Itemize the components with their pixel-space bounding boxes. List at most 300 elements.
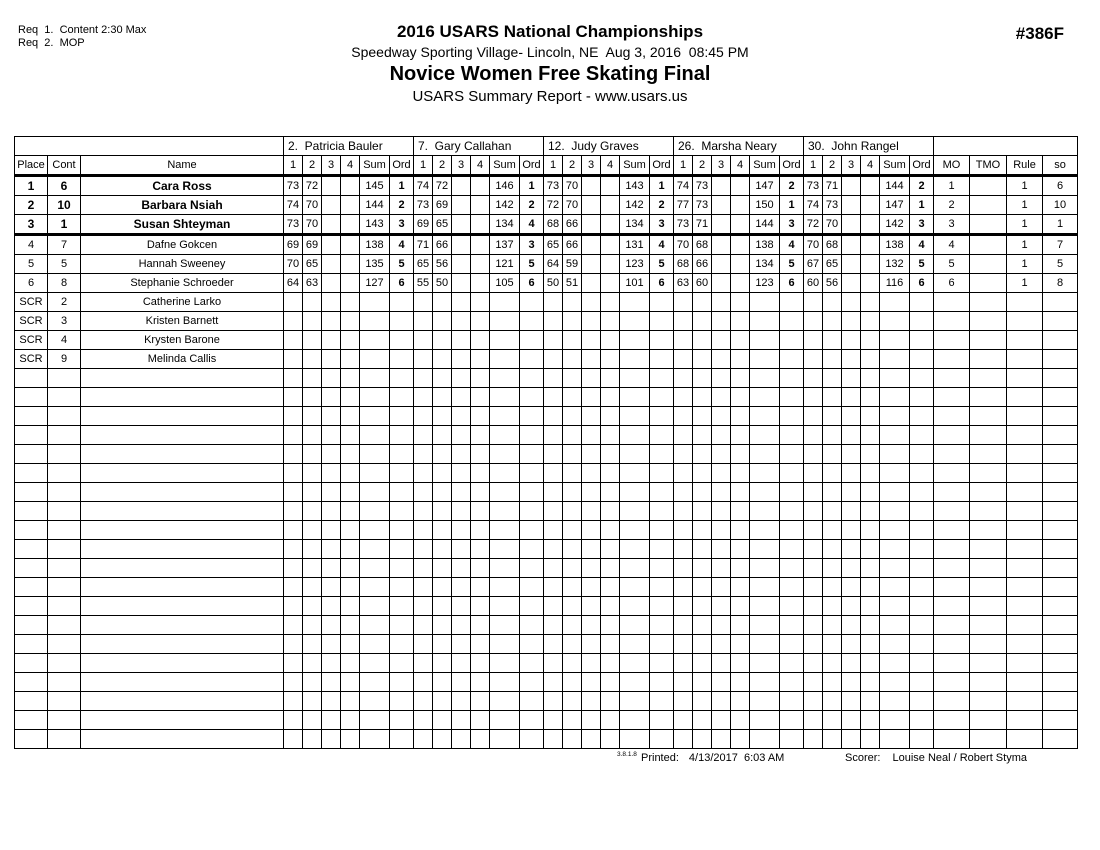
judge1-score-cell bbox=[303, 540, 322, 559]
judge1-score-cell bbox=[341, 369, 360, 388]
judge1-sub-1-header: 1 bbox=[284, 156, 303, 176]
so-cell bbox=[1043, 521, 1078, 540]
judge2-score-cell bbox=[452, 578, 471, 597]
judge4-score-cell bbox=[674, 388, 693, 407]
judge2-score-cell bbox=[433, 692, 452, 711]
so-cell bbox=[1043, 502, 1078, 521]
judge3-score-cell bbox=[601, 597, 620, 616]
judge4-score-cell: 68 bbox=[693, 235, 712, 255]
judge3-score-cell bbox=[544, 312, 563, 331]
judge2-score-cell bbox=[471, 196, 490, 215]
tmo-cell bbox=[970, 616, 1007, 635]
judge4-score-cell bbox=[674, 559, 693, 578]
judge4-sum-cell bbox=[750, 616, 780, 635]
rule-cell: 1 bbox=[1007, 255, 1043, 274]
judge5-ord-cell bbox=[910, 293, 934, 312]
judge1-score-cell bbox=[303, 711, 322, 730]
judge2-score-cell: 65 bbox=[433, 215, 452, 235]
judge5-score-cell bbox=[842, 502, 861, 521]
judge3-sum-cell bbox=[620, 654, 650, 673]
judge5-score-cell bbox=[842, 176, 861, 196]
judge5-score-cell bbox=[861, 369, 880, 388]
judge1-score-cell bbox=[303, 331, 322, 350]
judge2-score-cell bbox=[471, 293, 490, 312]
summary-table bbox=[14, 136, 1078, 749]
judge3-score-cell bbox=[563, 350, 582, 369]
judge2-score-cell bbox=[414, 730, 433, 749]
table-row bbox=[15, 350, 1078, 369]
judge1-ord-cell bbox=[390, 388, 414, 407]
judge2-score-cell bbox=[471, 215, 490, 235]
judge1-score-cell bbox=[303, 559, 322, 578]
judge5-sum-cell bbox=[880, 521, 910, 540]
judge3-score-cell bbox=[582, 521, 601, 540]
judge3-score-cell bbox=[601, 502, 620, 521]
judge5-score-cell bbox=[804, 502, 823, 521]
judge5-score-cell bbox=[823, 331, 842, 350]
name-cell: Cara Ross bbox=[81, 176, 284, 196]
judge4-score-cell bbox=[712, 255, 731, 274]
corner-blank-right bbox=[934, 137, 1078, 156]
judge4-ord-cell: 1 bbox=[780, 196, 804, 215]
rule-cell bbox=[1007, 312, 1043, 331]
judge2-score-cell bbox=[452, 407, 471, 426]
so-cell bbox=[1043, 711, 1078, 730]
judge1-score-cell bbox=[341, 445, 360, 464]
judge2-score-cell bbox=[414, 673, 433, 692]
judge2-score-cell bbox=[452, 597, 471, 616]
judge4-sum-cell bbox=[750, 559, 780, 578]
judge5-score-cell bbox=[861, 692, 880, 711]
judge3-score-cell bbox=[582, 196, 601, 215]
judge4-score-cell bbox=[712, 711, 731, 730]
mo-cell bbox=[934, 521, 970, 540]
judge4-score-cell bbox=[693, 426, 712, 445]
judge1-score-cell bbox=[284, 350, 303, 369]
judge1-sum-cell bbox=[360, 293, 390, 312]
judge4-score-cell bbox=[712, 293, 731, 312]
judge3-sum-cell bbox=[620, 578, 650, 597]
judge4-score-cell bbox=[712, 692, 731, 711]
judge1-sum-cell bbox=[360, 369, 390, 388]
judge5-score-cell bbox=[804, 312, 823, 331]
judge4-score-cell: 66 bbox=[693, 255, 712, 274]
cont-cell bbox=[48, 635, 81, 654]
judge3-sub-1-header: 1 bbox=[544, 156, 563, 176]
judge4-score-cell: 68 bbox=[674, 255, 693, 274]
judge3-score-cell bbox=[582, 445, 601, 464]
judge5-score-cell bbox=[804, 730, 823, 749]
judge1-score-cell: 74 bbox=[284, 196, 303, 215]
judge3-score-cell bbox=[563, 445, 582, 464]
judge3-sum-cell: 101 bbox=[620, 274, 650, 293]
judge2-score-cell: 69 bbox=[414, 215, 433, 235]
judge5-score-cell bbox=[842, 369, 861, 388]
judge5-score-cell: 56 bbox=[823, 274, 842, 293]
so-cell bbox=[1043, 350, 1078, 369]
judge3-ord-cell bbox=[650, 559, 674, 578]
judge3-sum-cell: 143 bbox=[620, 176, 650, 196]
judge4-sum-cell: 134 bbox=[750, 255, 780, 274]
judge3-ord-cell bbox=[650, 673, 674, 692]
judge3-score-cell bbox=[563, 369, 582, 388]
judge3-score-cell bbox=[601, 176, 620, 196]
judge3-ord-cell bbox=[650, 540, 674, 559]
judge5-ord-cell bbox=[910, 407, 934, 426]
judge3-score-cell bbox=[582, 350, 601, 369]
judge4-sum-cell bbox=[750, 521, 780, 540]
judge1-sum-cell bbox=[360, 521, 390, 540]
judge1-score-cell bbox=[341, 730, 360, 749]
judge2-score-cell bbox=[471, 274, 490, 293]
judge3-score-cell bbox=[601, 445, 620, 464]
judge5-score-cell bbox=[842, 464, 861, 483]
name-cell: Susan Shteyman bbox=[81, 215, 284, 235]
rule-cell: 1 bbox=[1007, 274, 1043, 293]
judge2-score-cell bbox=[433, 464, 452, 483]
judge4-sum-cell bbox=[750, 730, 780, 749]
judge2-sum-cell bbox=[490, 578, 520, 597]
judge4-score-cell bbox=[693, 673, 712, 692]
so-cell: 7 bbox=[1043, 235, 1078, 255]
judge1-sum-cell bbox=[360, 673, 390, 692]
judge5-score-cell bbox=[804, 521, 823, 540]
championship-title: 2016 USARS National Championships bbox=[396, 22, 704, 41]
tmo-cell bbox=[970, 426, 1007, 445]
judge1-score-cell: 64 bbox=[284, 274, 303, 293]
judge3-score-cell bbox=[544, 407, 563, 426]
cont-cell bbox=[48, 426, 81, 445]
judge4-ord-cell bbox=[780, 388, 804, 407]
judge2-score-cell bbox=[452, 654, 471, 673]
judge4-score-cell bbox=[674, 293, 693, 312]
judge3-score-cell bbox=[544, 616, 563, 635]
mo-cell: 1 bbox=[934, 176, 970, 196]
so-cell: 10 bbox=[1043, 196, 1078, 215]
judge2-sum-cell: 134 bbox=[490, 215, 520, 235]
judge5-score-cell bbox=[804, 483, 823, 502]
judge1-ord-cell bbox=[390, 483, 414, 502]
judge5-score-cell bbox=[842, 559, 861, 578]
judge3-score-cell bbox=[582, 502, 601, 521]
judge5-ord-cell bbox=[910, 578, 934, 597]
judge4-score-cell bbox=[731, 293, 750, 312]
judge3-score-cell bbox=[601, 426, 620, 445]
judge5-score-cell bbox=[804, 388, 823, 407]
judge2-score-cell: 71 bbox=[414, 235, 433, 255]
judge2-score-cell bbox=[452, 176, 471, 196]
judge1-sum-cell: 127 bbox=[360, 274, 390, 293]
judge3-score-cell bbox=[563, 426, 582, 445]
judge4-score-cell bbox=[674, 540, 693, 559]
judge3-sum-cell bbox=[620, 616, 650, 635]
judge4-score-cell bbox=[693, 730, 712, 749]
cont-cell: 2 bbox=[48, 293, 81, 312]
judge2-score-cell: 56 bbox=[433, 255, 452, 274]
judge1-sum-cell: 143 bbox=[360, 215, 390, 235]
judge3-ord-cell bbox=[650, 464, 674, 483]
judge1-ord-cell bbox=[390, 407, 414, 426]
judge4-sum-cell bbox=[750, 312, 780, 331]
judge5-sum-cell bbox=[880, 350, 910, 369]
cont-cell bbox=[48, 578, 81, 597]
judge3-ord-cell bbox=[650, 616, 674, 635]
judge5-score-cell bbox=[861, 654, 880, 673]
place-cell bbox=[15, 407, 48, 426]
so-cell bbox=[1043, 692, 1078, 711]
judge4-sum-cell bbox=[750, 350, 780, 369]
judge4-score-cell: 70 bbox=[674, 235, 693, 255]
judge3-sub-2-header: 2 bbox=[563, 156, 582, 176]
so-cell bbox=[1043, 673, 1078, 692]
judge5-score-cell bbox=[842, 215, 861, 235]
judge2-sum-cell bbox=[490, 654, 520, 673]
cont-cell: 1 bbox=[48, 215, 81, 235]
judge2-score-cell bbox=[414, 654, 433, 673]
name-cell: Catherine Larko bbox=[81, 293, 284, 312]
judge5-score-cell bbox=[823, 350, 842, 369]
judge3-score-cell bbox=[544, 635, 563, 654]
judge3-score-cell bbox=[563, 654, 582, 673]
judge5-score-cell: 70 bbox=[804, 235, 823, 255]
judge4-score-cell bbox=[712, 215, 731, 235]
judge5-sum-cell bbox=[880, 388, 910, 407]
judge3-score-cell bbox=[601, 578, 620, 597]
judge2-sum-cell: 142 bbox=[490, 196, 520, 215]
judge-name-3: 12. Judy Graves bbox=[544, 137, 674, 156]
judge5-score-cell bbox=[804, 673, 823, 692]
judge1-sum-cell bbox=[360, 616, 390, 635]
judge2-ord-cell bbox=[520, 635, 544, 654]
judge3-score-cell bbox=[601, 730, 620, 749]
judge1-score-cell bbox=[341, 255, 360, 274]
judge4-score-cell bbox=[674, 407, 693, 426]
judge3-score-cell bbox=[582, 597, 601, 616]
judge4-sum-cell bbox=[750, 502, 780, 521]
so-cell bbox=[1043, 293, 1078, 312]
judge2-score-cell bbox=[452, 521, 471, 540]
judge2-ord-cell bbox=[520, 502, 544, 521]
judge2-score-cell: 65 bbox=[414, 255, 433, 274]
judge1-score-cell: 73 bbox=[284, 215, 303, 235]
judge2-ord-cell: 4 bbox=[520, 215, 544, 235]
tmo-cell bbox=[970, 388, 1007, 407]
tmo-cell bbox=[970, 331, 1007, 350]
judge3-score-cell: 72 bbox=[544, 196, 563, 215]
judge5-ord-cell bbox=[910, 521, 934, 540]
judge4-score-cell bbox=[693, 540, 712, 559]
judge3-score-cell bbox=[563, 730, 582, 749]
judge2-score-cell bbox=[471, 635, 490, 654]
judge4-sum-cell: 147 bbox=[750, 176, 780, 196]
judge5-sum-cell bbox=[880, 635, 910, 654]
judge2-sub-4-header: 4 bbox=[471, 156, 490, 176]
judge5-sum-cell bbox=[880, 331, 910, 350]
judge4-sum-cell bbox=[750, 692, 780, 711]
judge5-sum-cell: 142 bbox=[880, 215, 910, 235]
judge2-score-cell bbox=[471, 255, 490, 274]
cont-cell bbox=[48, 730, 81, 749]
table-row bbox=[15, 312, 1078, 331]
judge2-sum-cell bbox=[490, 673, 520, 692]
judge4-score-cell: 71 bbox=[693, 215, 712, 235]
judge1-sum-cell bbox=[360, 407, 390, 426]
judge3-score-cell: 51 bbox=[563, 274, 582, 293]
judge2-score-cell bbox=[471, 312, 490, 331]
judge4-score-cell bbox=[674, 426, 693, 445]
judge3-score-cell bbox=[601, 464, 620, 483]
so-cell bbox=[1043, 483, 1078, 502]
judge2-ord-cell bbox=[520, 426, 544, 445]
mo-cell bbox=[934, 388, 970, 407]
judge2-sum-cell bbox=[490, 711, 520, 730]
judge5-score-cell bbox=[861, 312, 880, 331]
judge3-score-cell bbox=[582, 559, 601, 578]
so-cell: 8 bbox=[1043, 274, 1078, 293]
judge3-score-cell: 59 bbox=[563, 255, 582, 274]
judge3-score-cell: 73 bbox=[544, 176, 563, 196]
judge5-sum-cell bbox=[880, 540, 910, 559]
judge5-score-cell bbox=[861, 730, 880, 749]
judge5-score-cell bbox=[804, 692, 823, 711]
judge2-ord-cell bbox=[520, 293, 544, 312]
judge5-ord-cell bbox=[910, 369, 934, 388]
judge3-ord-cell bbox=[650, 312, 674, 331]
judge1-score-cell: 65 bbox=[303, 255, 322, 274]
so-cell bbox=[1043, 654, 1078, 673]
judge3-sum-cell bbox=[620, 502, 650, 521]
name-cell bbox=[81, 616, 284, 635]
judge1-score-cell bbox=[322, 350, 341, 369]
judge3-score-cell bbox=[601, 255, 620, 274]
judge4-score-cell bbox=[731, 597, 750, 616]
judge2-sum-cell bbox=[490, 559, 520, 578]
table-row bbox=[15, 597, 1078, 616]
judge2-score-cell bbox=[452, 255, 471, 274]
table-row bbox=[15, 196, 1078, 215]
judge1-ord-cell bbox=[390, 635, 414, 654]
judge2-score-cell bbox=[414, 578, 433, 597]
judge1-score-cell bbox=[322, 502, 341, 521]
judge1-score-cell bbox=[303, 293, 322, 312]
judge2-score-cell bbox=[471, 597, 490, 616]
judge2-score-cell bbox=[433, 502, 452, 521]
judge1-ord-cell: 1 bbox=[390, 176, 414, 196]
judge5-score-cell bbox=[842, 196, 861, 215]
place-cell bbox=[15, 673, 48, 692]
judge1-ord-cell bbox=[390, 464, 414, 483]
judge3-score-cell: 64 bbox=[544, 255, 563, 274]
judge5-score-cell bbox=[804, 559, 823, 578]
title-block bbox=[0, 22, 1100, 106]
judge1-ord-cell bbox=[390, 331, 414, 350]
judge4-score-cell bbox=[731, 350, 750, 369]
judge4-score-cell bbox=[712, 673, 731, 692]
rule-cell bbox=[1007, 597, 1043, 616]
rule-cell bbox=[1007, 350, 1043, 369]
judge4-score-cell bbox=[731, 331, 750, 350]
judge2-ord-cell bbox=[520, 730, 544, 749]
judge3-score-cell bbox=[601, 274, 620, 293]
judge3-score-cell bbox=[544, 426, 563, 445]
name-cell bbox=[81, 540, 284, 559]
judge1-score-cell bbox=[284, 407, 303, 426]
event-number: #386F bbox=[1015, 24, 1064, 43]
place-cell bbox=[15, 502, 48, 521]
judge2-sum-cell bbox=[490, 388, 520, 407]
judge1-ord-cell bbox=[390, 730, 414, 749]
name-cell bbox=[81, 597, 284, 616]
cont-cell bbox=[48, 673, 81, 692]
judge3-score-cell bbox=[544, 559, 563, 578]
judge4-score-cell bbox=[693, 464, 712, 483]
judge2-sum-cell bbox=[490, 331, 520, 350]
judge4-score-cell bbox=[712, 616, 731, 635]
judge3-score-cell bbox=[582, 464, 601, 483]
mo-cell bbox=[934, 350, 970, 369]
rule-cell bbox=[1007, 407, 1043, 426]
judge4-score-cell bbox=[731, 692, 750, 711]
judge2-sum-cell: 121 bbox=[490, 255, 520, 274]
judge1-score-cell bbox=[341, 597, 360, 616]
mo-cell bbox=[934, 578, 970, 597]
judge1-score-cell bbox=[284, 521, 303, 540]
judge4-score-cell bbox=[731, 464, 750, 483]
cont-cell bbox=[48, 654, 81, 673]
place-cell: SCR bbox=[15, 293, 48, 312]
judge3-ord-cell bbox=[650, 578, 674, 597]
judge5-sum-cell bbox=[880, 293, 910, 312]
judge4-sum-cell bbox=[750, 597, 780, 616]
judge4-ord-cell bbox=[780, 350, 804, 369]
judge4-score-cell bbox=[712, 176, 731, 196]
judge1-score-cell bbox=[341, 578, 360, 597]
judge2-score-cell bbox=[471, 369, 490, 388]
judge5-ord-cell bbox=[910, 711, 934, 730]
name-cell bbox=[81, 426, 284, 445]
judge3-score-cell bbox=[544, 388, 563, 407]
judge4-score-cell bbox=[674, 331, 693, 350]
judge3-score-cell bbox=[563, 559, 582, 578]
judge2-sum-cell bbox=[490, 293, 520, 312]
judge1-score-cell bbox=[303, 350, 322, 369]
place-cell bbox=[15, 616, 48, 635]
judge1-score-cell bbox=[341, 502, 360, 521]
judge5-ord-cell bbox=[910, 673, 934, 692]
tmo-cell bbox=[970, 445, 1007, 464]
table-row bbox=[15, 635, 1078, 654]
tmo-cell bbox=[970, 502, 1007, 521]
judge4-ord-cell bbox=[780, 730, 804, 749]
judge4-score-cell bbox=[731, 521, 750, 540]
cont-cell bbox=[48, 711, 81, 730]
judge3-sum-cell bbox=[620, 692, 650, 711]
rule-cell bbox=[1007, 635, 1043, 654]
rule-cell bbox=[1007, 388, 1043, 407]
judge4-score-cell bbox=[731, 673, 750, 692]
judge5-score-cell bbox=[842, 654, 861, 673]
judge3-sum-cell bbox=[620, 597, 650, 616]
tmo-cell bbox=[970, 673, 1007, 692]
judge2-score-cell bbox=[414, 540, 433, 559]
judge4-ord-cell bbox=[780, 654, 804, 673]
judge1-score-cell: 63 bbox=[303, 274, 322, 293]
tmo-cell bbox=[970, 559, 1007, 578]
judge4-ord-cell bbox=[780, 464, 804, 483]
event-title: Novice Women Free Skating Final bbox=[389, 63, 711, 85]
judge2-ord-cell bbox=[520, 616, 544, 635]
judge3-score-cell bbox=[544, 350, 563, 369]
